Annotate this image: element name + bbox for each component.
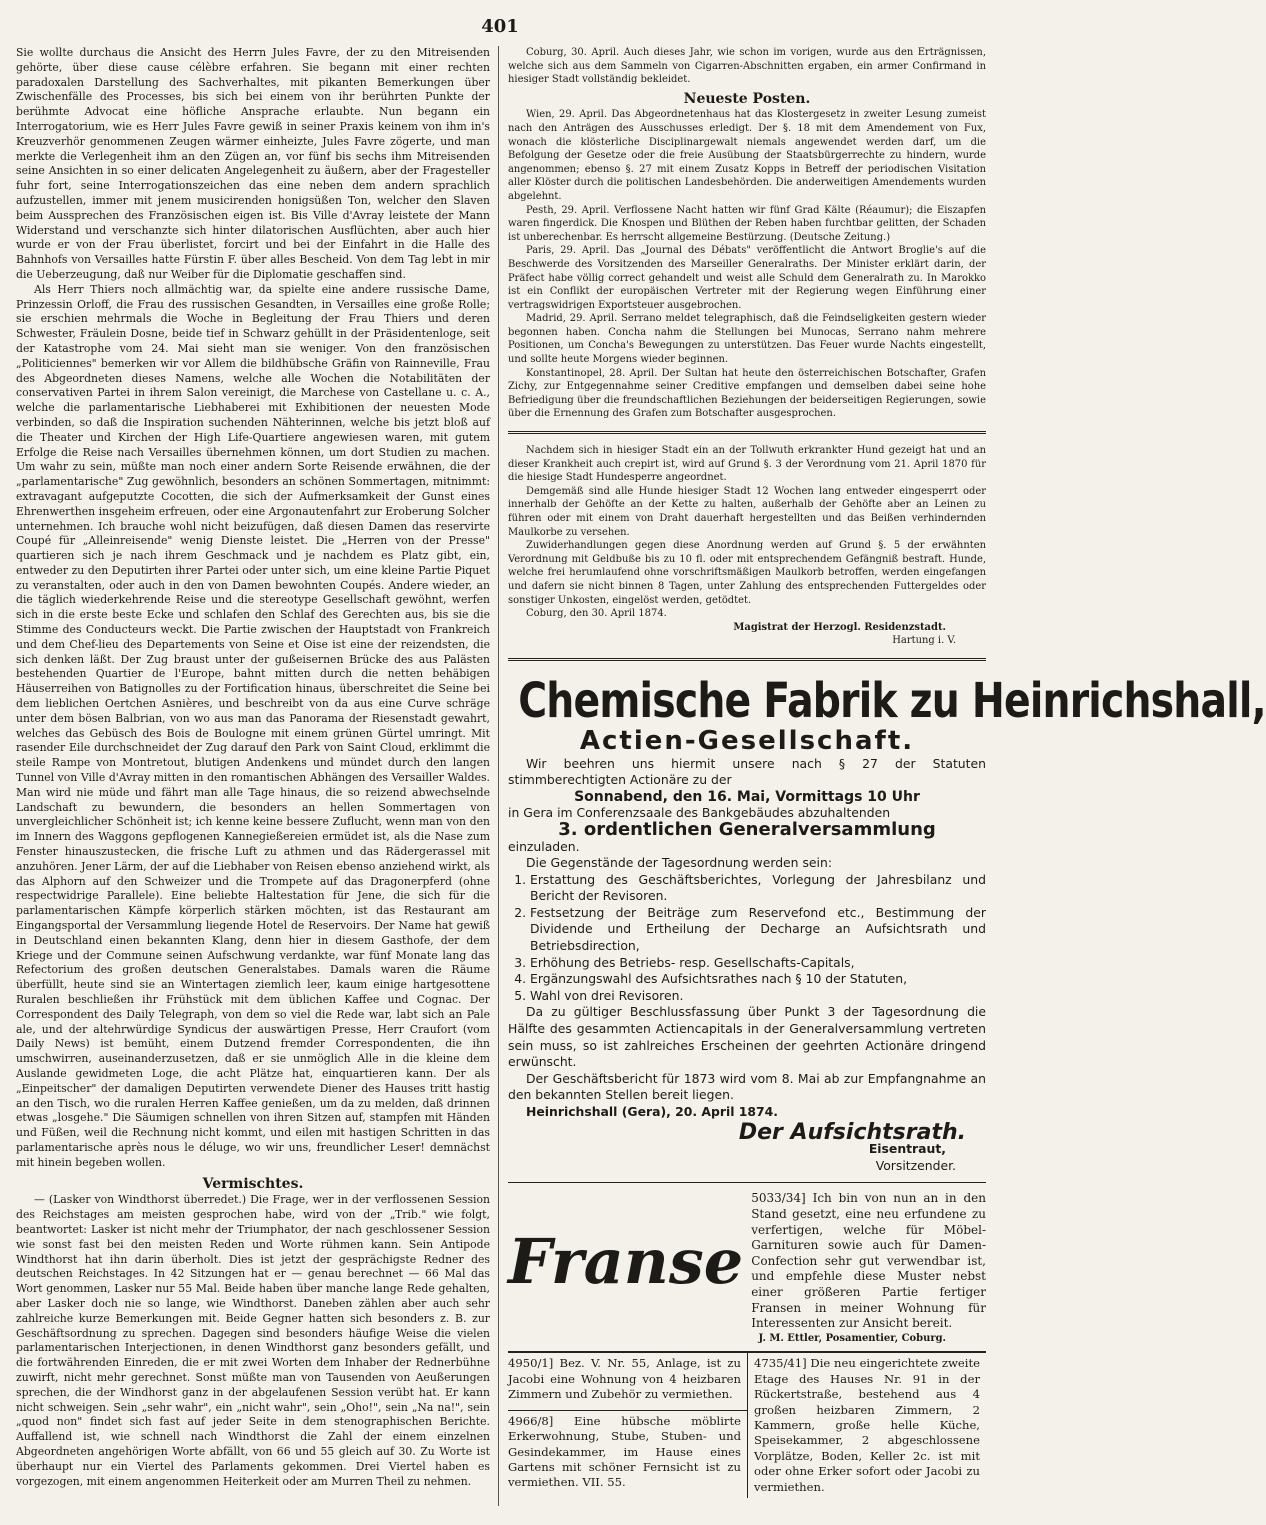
page-number: 401 xyxy=(481,16,519,37)
right-column xyxy=(508,46,1266,1498)
ad-place: in Gera im Conferenzsaale des Bankgebäudes abzuhaltenden xyxy=(508,805,891,821)
ad-sig-name: Eisentraut, xyxy=(868,1141,946,1157)
misc-heading: Vermischtes. xyxy=(202,1175,304,1192)
decree-paragraph: Nachdem sich in hiesiger Stadt ein an der Tollwuth erkrankter Hund gezeigt hat und an dieser Krankheit auch crepirt ist, wird auf Grund §. 3 der Verordnung vom 21. April 1870 für die hiesige Stadt Hundesperre angeordnet. xyxy=(508,445,986,484)
news-item: Pesth, 29. April. Verflossene Nacht hatten wir fünf Grad Kälte (Réaumur); die Eiszapfen waren fingerdick. Die Knospen und Blüthen der Reben haben furchtbar gelitten, der Schaden ist unberechenbar. Es herrscht allgemeine Bestürzung. (Deutsche Zeitung.) xyxy=(508,204,986,243)
classified-ads xyxy=(508,1351,986,1498)
decree-sign2: Hartung i. V. xyxy=(892,635,956,647)
ad-invite: einzuladen. xyxy=(508,838,580,854)
decree-paragraph: Zuwiderhandlungen gegen diese Anordnung werden auf Grund §. 5 der erwähnten Verordnung mit Geldbuße bis zu 10 fl. oder mit entsprechendem Gefängniß bestraft. Hunde, welche frei herumlaufend ohne vorschriftsmäßigen Maulkorb betroffen, werden eingefangen und dafern sie nicht binnen 8 Tagen, unter Zahlung des entsprechenden Futtergeldes oder sonstiger Unkosten, eingelöst werden, getödtet. xyxy=(508,540,986,606)
left-column xyxy=(16,46,490,1489)
ad-place-date: Heinrichshall (Gera), 20. April 1874. xyxy=(526,1104,778,1119)
misc-paragraph: — (Lasker von Windthorst überredet.) Die Frage, wer in der verflossenen Session des Reichstages am meisten gesprochen habe, wird von der „Trib." wie folgt, beantwortet: Lasker ist nicht mehr der Triumphator, der nach geschlossener Session wie sonst fast bei den meisten Reden und Worte rühmen kann. Sein Antipode Windthorst hat ihn darin überholt. Dies ist jetzt der gesprächigste Redner des deutschen Reichstages. In 42 Sitzungen hat er — genau berechnet — 66 Mal das Wort genommen, Lasker nur 55 Mal. Beide haben über manche lange Rede gehalten, aber Lasker doch nie so lange, wie Windthorst. Daneben zählen aber auch sehr zahlreiche kurze Bemerkungen mit. Beide Gegner hatten sich besonders z. B. zur Geschäftsordnung zu sprechen. Dagegen sind besonders häufige Weise die vielen parlamentarischen Interjectionen, in denen Windthorst ganz besonders gefällt, und die fortwährenden Einreden, die er mit zwei Worten dem Inhaber der Rednerbühne zuwirft, nicht mehr gerechnet. Sonst müßte man von Tausenden von Aeußerungen sprechen, die der Windhorst ganz in der abgelaufenen Session verübt hat. Er kann nicht schweigen. Sein „sehr wahr", ein „nicht wahr", sein „Oho!", sein „Na na!", sein „quod non" findet sich fast auf jeder Seite in dem stenographischen Berichte. Auffallend ist, wie schnell nach Windthorst die Zahl der einem einzelnen Abgeordneten angehörigen Worte abfällt, von 66 und 55 gleich auf 30. Zu Worte ist überhaupt nur ein Viertel des Parlaments gekommen. Drei Viertel haben es vorgezogen, mit einem angenommen Heiterkeit oder am Murren Theil zu nehmen. xyxy=(16,1193,490,1488)
agenda-item: 5. Wahl von drei Revisoren. xyxy=(530,988,986,1005)
ad-subtitle: Actien-Gesellschaft. xyxy=(579,725,915,756)
franse-signature: J. M. Ettler, Posamentier, Coburg. xyxy=(758,1332,946,1344)
ad-sig-role: Vorsitzender. xyxy=(875,1157,956,1173)
company-advertisement xyxy=(508,671,1266,1174)
article-paragraph-2: Als Herr Thiers noch allmächtig war, da spielte eine andere russische Dame, Prinzessin Orloff, die Frau des russischen Gesandten, in Versailles eine große Rolle; sie erschien mehrmals die Woche in Begleitung der Frau Thiers und deren Schwester, Fräulein Dosne, beide tief in Schwarz gehüllt in der Präsidentenloge, seit der Katastrophe vom 24. Mai sieht man sie weniger. Von den französischen „Politiciennes" bemerken wir vor Allem die bildhübsche Gräfin von Rainneville, Frau des Abgeordneten dieses Namens, welche alle Wochen die Notabilitäten der conservativen Partei in ihrem Salon vereinigt, die Marchese von Castellane u. c. A., welche die parlamentarische Liebhaberei mit Exhibitionen der neuesten Mode verbinden, so daß die Inspiration suchenden Nähterinnen, welche bis jetzt bloß auf die Theater und Kirchen der High Life-Quartiere angewiesen waren, mit gutem Erfolge die Reise nach Versailles übernehmen können, um dort Studien zu machen. Um wahr zu sein, müßte man noch einer andern Sorte Reisende erwähnen, die der „parlamentarische" Zug gewöhnlich, besonders an schönen Sommertagen, mitnimmt: extravagant aufgeputzte Cocotten, die sich der Aufmerksamkeit der Gunst eines Ehrenwerthen insgeheim erfreuen, oder eine Argonautenfahrt zur Eroberung Solcher unternehmen. Ich brauche wohl nicht beizufügen, daß diesen Damen das reservirte Coupé für „Alleinreisende" wenig Dienste leistet. Die „Herren von der Presse" quartieren sich je nach ihrem Geschmack und je nachdem es Platz gibt, ein, entweder zu den Deputirten ihrer Partei oder unter sich, um eine kleine Partie Piquet zu veranstalten, oder auch in den von Damen bewohnten Coupés. Andere wieder, an die täglich wiederkehrende Reise und die stereotype Gesellschaft gewöhnt, werfen sich in die erste beste Ecke und schlafen den Schlaf des Gerechten aus, bis sie die Stimme des Conducteurs weckt. Die Partie zwischen der Hauptstadt von Frankreich und dem Chef-lieu des Departements von Seine et Oise ist eine der reizendsten, die sich denken läßt. Der Zug braust unter der gußeisernen Brücke des aus Palästen bestehenden Quartier de l'Europe, bahnt mitten durch die netten behäbigen Häuserreihen von Batignolles zu der Fortification hinaus, überschreitet die Seine bei dem lieblichen Oertchen Asnières, und beschreibt von da aus eine Curve schräge unter dem bösen Balbrian, von wo aus man das Panorama der Riesenstadt gewahrt, welches das Gebüsch des Bois de Boulogne mit einem grünen Gürtel umringt. Mit rasender Eile durchschneidet der Zug darauf den Park von Saint Cloud, erklimmt die steile Rampe von Montretout, blutigen Andenkens und mündet durch den langen Tunnel von Ville d'Avray mitten in den romantischen Abhängen des Versailler Waldes. Man wird nie müde und fährt man alle Tage hinaus, die so reizend abwechselnde Landschaft zu bewundern, die besonders an hellen Sommertagen von unvergleichlicher Schönheit ist; ich kenne keine bessere Zuflucht, wenn man von den im Innern des Waggons gepflogenen Kannegießereien ermüdet ist, als die Nase zum Fenster hinauszustecken, die frische Luft zu athmen und das Rädergerassel mit anzuhören. Jener Lärm, der auf die Liebhaber von Reisen ebenso anziehend wirkt, als das Alphorn auf den Schweizer und die Trompete auf das Dragonerpferd (ohne respectwidrige Parallele). Eine beliebte Haltestation für Jene, die sich für die parlamentarischen Kämpfe körperlich stärken möchten, ist das Restaurant am Eingangsportal der Versammlung liegende Hotel de Reservoirs. Der Name hat gewiß in Deutschland einen bekannten Klang, denn hier in diesem Gasthofe, der dem Kriege und der Commune seinen Aufschwung verdankte, war fünf Monate lang das Refectorium des großen deutschen Generalstabes. Damals waren die Räume überfüllt, heute sind sie an Wintertagen ziemlich leer, kaum einige hartgesottene Ruralen beschließen ihr Frühstück mit dem üblichen Kaffee und Cognac. Der Correspondent des Daily Telegraph, von dem so viel die Rede war, labt sich an Pale ale, und der altehrwürdige Syndicus der auswärtigen Presse, Herr Craufort (vom Daily News) ist bemüht, einem Dutzend fremder Correspondenten, die ihn umschwirren, auseinanderzusetzen, daß er sie unmöglich Alle in die kleine dem Auslande gewidmeten Loge, die acht Plätze hat, einquartieren kann. Der als „Einpeitscher" der damaligen Deputirten verwendete Diener des Hauses tritt hastig an den Tisch, wo die ruralen Herren Kaffee genießen, um da zu melden, daß drinnen etwas „losgehe." Die Säumigen schnellen von ihren Sitzen auf, stampfen mit Händen und Füßen, weil die Rechnung nicht kommt, und eilen mit hastigen Schritten in das parlamentarische après nous le déluge, wo wir uns, freundlicher Leser! demnächst mit hinein begeben wollen. xyxy=(16,282,490,1169)
news-item: Paris, 29. April. Das „Journal des Débats" veröffentlicht die Antwort Broglie's auf die Beschwerde des Vorsitzenden des Marseiller Generalraths. Der Minister erklärt darin, der Präfect habe völlig correct gehandelt und weist alle Schuld dem Generalrath zu. In Marokko ist ein Conflikt der europäischen Vertreter mit der Regierung wegen Einführung einer vertragswidrigen Exportsteuer ausgebrochen. xyxy=(508,245,986,311)
ad-agenda-intro: Die Gegenstände der Tagesordnung werden sein: xyxy=(526,855,833,871)
franse-word: Franse xyxy=(508,1224,744,1298)
franse-advertisement xyxy=(508,1191,986,1331)
ad-note2: Der Geschäftsbericht für 1873 wird vom 8. Mai ab zur Empfangnahme an den bekannten Stellen bereit liegen. xyxy=(508,1070,986,1103)
agenda-item: 3. Erhöhung des Betriebs- resp. Gesellschafts-Capitals, xyxy=(530,955,986,972)
agenda-item: 1. Erstattung des Geschäftsberichtes, Vorlegung der Jahresbilanz und Bericht der Revisoren. xyxy=(530,872,986,905)
column-rule xyxy=(498,46,499,1506)
agenda-item: 2. Festsetzung der Beiträge zum Reservefond etc., Bestimmung der Dividende und Ertheilung der Decharge an Aufsichtsrath und Betriebsdirection, xyxy=(530,905,986,955)
ad-signature: Der Aufsichtsrath. xyxy=(738,1119,966,1145)
ad-meeting: 3. ordentlichen Generalversammlung xyxy=(558,818,936,840)
agenda-item: 4. Ergänzungswahl des Aufsichtsrathes nach § 10 der Statuten, xyxy=(530,971,986,988)
latest-news-heading: Neueste Posten. xyxy=(683,90,811,107)
decree-signer: Magistrat der Herzogl. Residenzstadt. xyxy=(733,621,946,633)
classified-ad: 4735/41] Die neu eingerichtete zweite Etage des Hauses Nr. 91 in der Rückertstraße, bestehend aus 4 großen heizbaren Zimmern, 2 Kammern, große helle Küche, Speisekammer, 2 abgeschlossene Vorplätze, Boden, Keller 2c. ist mit oder ohne Erker sofort oder Jacobi zu vermiethen. xyxy=(747,1353,986,1498)
divider xyxy=(508,1182,986,1183)
ad-intro: Wir beehren uns hiermit unsere nach § 27 der Statuten stimmberechtigten Actionäre zu der xyxy=(508,755,986,788)
coburg-news: Coburg, 30. April. Auch dieses Jahr, wie schon im vorigen, wurde aus den Erträgnissen, welche sich aus dem Sammeln von Cigarren-Abschnitten ergaben, ein armer Confirmand in hiesiger Stadt vollständig bekleidet. xyxy=(508,47,986,86)
news-item: Wien, 29. April. Das Abgeordnetenhaus hat das Klostergesetz in zweiter Lesung zumeist nach den Anträgen des Ausschusses erledigt. Der §. 18 mit dem Amendement von Fux, wonach die klösterliche Disciplinargewalt niemals angewendet werden darf, um die Befolgung der Gesetze oder die freie Ausübung der Staatsbürgerrechte zu hindern, wurde angenommen; ebenso §. 27 mit einem Zusatz Kopps in Betreff der periodischen Visitation aller Klöster durch die politischen Landesbehörden. Die anderweitigen Amendements wurden abgelehnt. xyxy=(508,109,986,202)
franse-text: 5033/34] Ich bin von nun an in den Stand gesetzt, eine neu erfundene zu verfertigen, welche für Möbel-Garnituren sowie auch für Damen-Confection sehr gut verwendbar ist, und empfehle diese Muster nebst einer größeren Partie fertiger Fransen in meiner Wohnung für Interessenten zur Ansicht bereit. xyxy=(751,1191,986,1331)
news-item: Madrid, 29. April. Serrano meldet telegraphisch, daß die Feindseligkeiten gestern wieder begonnen haben. Concha nahm die Stellungen bei Munocas, Serrano nahm mehrere Positionen, um Concha's Bewegungen zu unterstützen. Das Feuer wurde Nachts eingestellt, und sollte heute Morgens wieder beginnen. xyxy=(508,313,986,366)
ad-agenda xyxy=(508,872,986,1005)
ad-date: Sonnabend, den 16. Mai, Vormittags 10 Uhr xyxy=(574,788,920,805)
news-item: Konstantinopel, 28. April. Der Sultan hat heute den österreichischen Botschafter, Grafen Zichy, zur Entgegennahme seiner Creditive empfangen und demselben dabei seine hohe Befriedigung über die freundschaftlichen Beziehungen der beiderseitigen Regierungen, sowie über die Ernennung des Grafen zum Botschafter ausgesprochen. xyxy=(508,367,986,420)
classified-ad: 4966/8] Eine hübsche möblirte Erkerwohnung, Stube, Stuben- und Gesindekammer, im Hause eines Gartens mit schöner Fernsicht ist zu vermiethen. VII. 55. xyxy=(508,1410,747,1498)
ad-note: Da zu gültiger Beschlussfassung über Punkt 3 der Tagesordnung die Hälfte des gesammten Actiencapitals in der Generalversammlung vertreten sein muss, so ist zahlreiches Erscheinen der geehrten Actionäre dringend erwünscht. xyxy=(508,1004,986,1070)
classified-ad: 4950/1] Bez. V. Nr. 55, Anlage, ist zu Jacobi eine Wohnung von 4 heizbaren Zimmern und Zubehör zu vermiethen. xyxy=(508,1356,741,1402)
divider xyxy=(508,658,986,661)
divider xyxy=(508,431,986,434)
article-paragraph-1: Sie wollte durchaus die Ansicht des Herrn Jules Favre, der zu den Mitreisenden gehörte, über diese cause célèbre erfahren. Sie begann mit einer rechten paradoxalen Darstellung des Sachverhaltes, mit pikanten Bemerkungen über Zwischenfälle des Processes, bis sich bei einem von ihr berührten Punkte der berühmte Advocat eine höfliche Ansprache erlaubte. Nun begann ein Interrogatorium, wie es Herr Jules Favre gewiß in seiner Praxis keinem von ihm in's Kreuzverhör genommenen Zeugen wärmer einheizte, Jules Favre zögerte, und man merkte die Verlegenheit ihm an den Zügen an, vor fünf bis sechs ihm Mitreisenden seine Ansichten in so einer delicaten Angelegenheit zu äußern, aber der Fragesteller fuhr fort, seine Interrogationszeichen das eine neben dem andern sprachlich aufzustellen, immer mit jenem musicirenden honigsüßen Ton, welcher den Slaven beim Aussprechen des Französischen eigen ist. Bis Ville d'Avray leistete der Mann Widerstand und verschanzte sich hinter dilatorischen Ausflüchten, aber auch hier wurde er von der Frau überlistet, forcirt und bei der Einfahrt in die Halle des Bahnhofs von Versailles hatte Fürstin F. über alles Bescheid. Von dem Tag lebt in mir die Ueberzeugung, daß nur Weiber für die Diplomatie geschaffen sind. xyxy=(16,46,490,281)
decree-paragraph: Demgemäß sind alle Hunde hiesiger Stadt 12 Wochen lang entweder eingesperrt oder innerhalb der Gehöfte an der Kette zu halten, außerhalb der Gehöfte aber an Leinen zu führen oder mit einem von Draht dauerhaft hergestellten und das Beißen verhindernden Maulkorbe zu versehen. xyxy=(508,485,986,538)
decree-place: Coburg, den 30. April 1874. xyxy=(526,608,667,620)
ad-title: Chemische Fabrik zu Heinrichshall, xyxy=(518,672,1266,729)
